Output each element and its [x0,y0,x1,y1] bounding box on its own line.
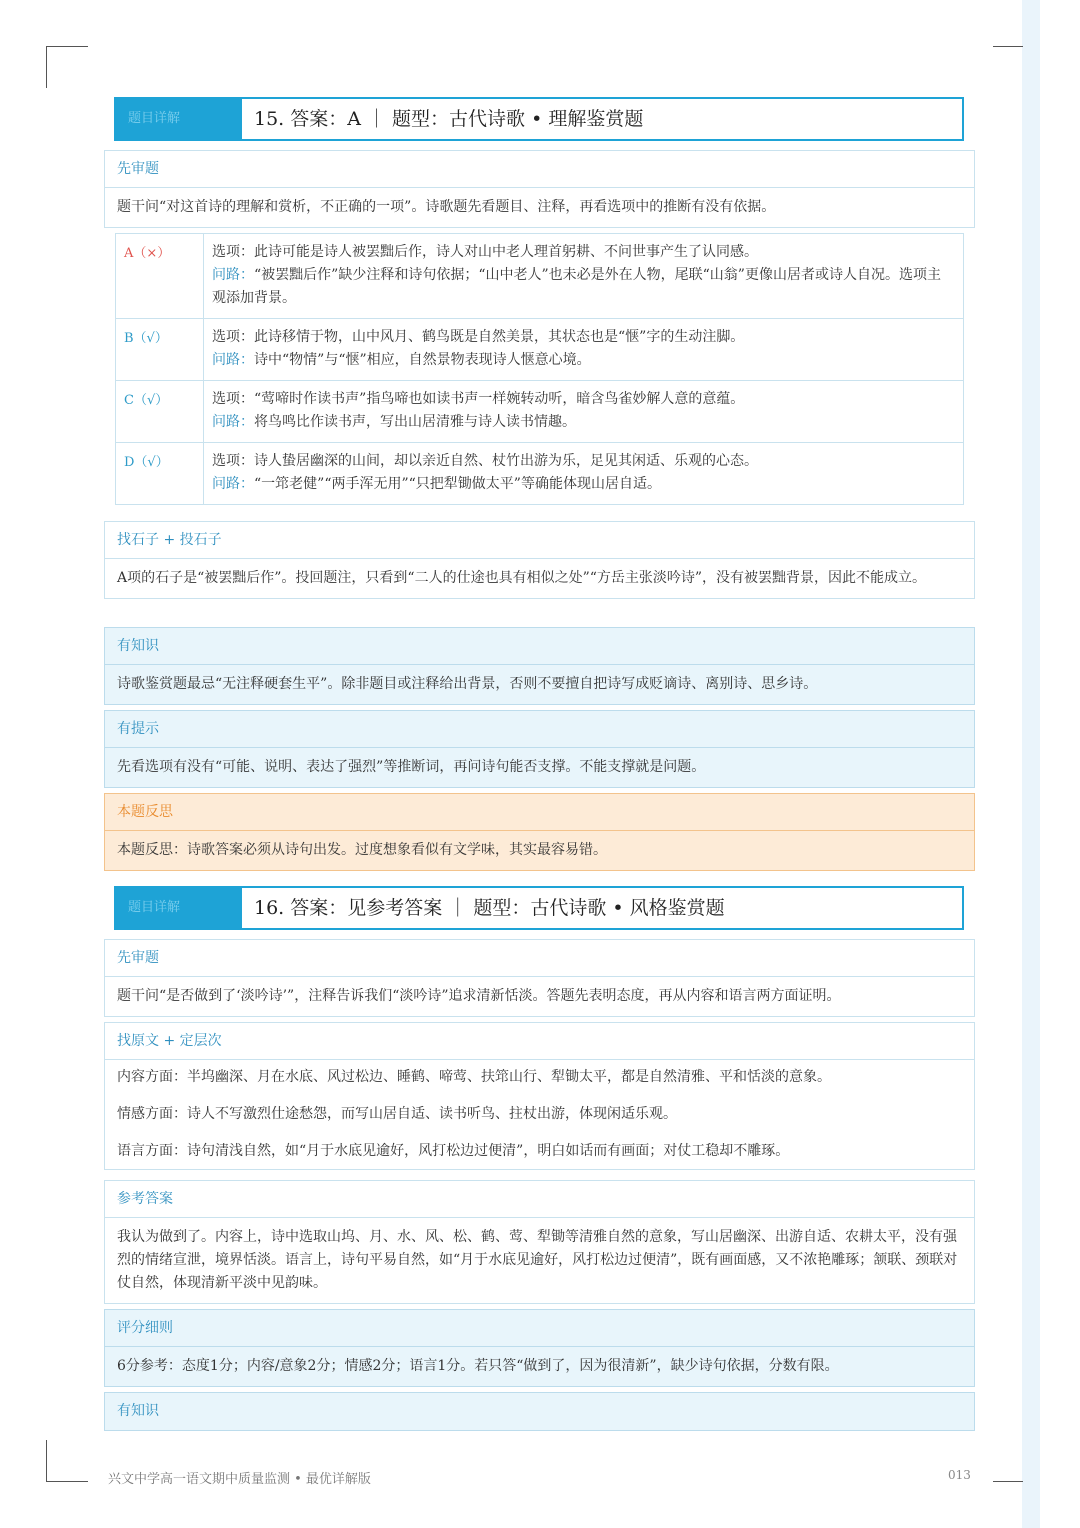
question-16-header [114,886,964,930]
analysis-line-emotion: 情感方面：诗人不写激烈仕途愁怨，而写山居自适、读书听鸟、拄杖出游，体现闲适乐观。 [117,1106,677,1122]
option-row-d [116,443,963,504]
crop-mark-bottom-left-v [46,1440,47,1482]
analysis-text: 诗中“物情”与“惬”相应，自然景物表现诗人惬意心境。 [254,352,591,368]
q16-scoring-box [104,1309,975,1387]
q16-original-text-box [104,1022,975,1170]
analysis-text: “被罢黜后作”缺少注释和诗句依据；“山中老人”也未必是外在人物，尾联“山翁”更像山居者或诗人自况。选项主观添加背景。 [212,267,941,306]
question-tag: 题目详解 [116,99,242,139]
option-key: D（√） [116,443,204,504]
option-text: 此诗可能是诗人被罢黜后作，诗人对山中老人理首躬耕、不问世事产生了认同感。 [254,244,758,260]
option-analysis [212,349,953,372]
option-text: 此诗移情于物，山中风月、鹤鸟既是自然美景，其状态也是“惬”字的生动注脚。 [254,329,745,345]
option-statement [212,241,953,264]
analysis-label: 问路： [212,414,254,430]
crop-mark-top-left-h [46,46,88,47]
crop-mark-top-right-h [993,46,1023,47]
option-key: A（×） [116,234,204,318]
section-heading: 找石子 + 投石子 [105,522,974,559]
option-text: 诗人蛰居幽深的山间，却以亲近自然、杖竹出游为乐，足见其闲适、乐观的心态。 [254,453,758,469]
analysis-label: 问路： [212,267,254,283]
option-key: C（√） [116,381,204,442]
analysis-line-language: 语言方面：诗句清浅自然，如“月于水底见逾好，风打松边过便清”，明白如话而有画面；对仗工稳却不雕琢。 [117,1143,790,1159]
question-15-title: 15. 答案：A ｜ 题型：古代诗歌 • 理解鉴赏题 [254,108,644,130]
option-statement [212,450,953,473]
q15-options-table [115,233,964,505]
crop-mark-bottom-left-h [46,1481,88,1482]
section-heading: 评分细则 [105,1310,974,1347]
section-text: 本题反思：诗歌答案必须从诗句出发。过度想象看似有文学味，其实最容易错。 [117,842,607,858]
q16-shen-box [104,939,975,1017]
section-text: 诗歌鉴赏题最忌“无注释硬套生平”。除非题目或注释给出背景，否则不要擅自把诗写成贬谪诗、离别诗、思乡诗。 [117,676,818,692]
option-analysis [212,264,953,310]
section-text: 我认为做到了。内容上，诗中选取山坞、月、水、风、松、鹤、莺、犁锄等清雅自然的意象，写山居幽深、出游自适、农耕太平，没有强烈的情绪宣泄，境界恬淡。语言上，诗句平易自然，如“月于水底见逾好，风打松边过便清”，既有画面感，又不浓艳雕琢；颔联、颈联对仗自然，体现清新平淡中见韵味。 [117,1229,958,1291]
analysis-text: “一筇老健”“两手浑无用”“只把犁锄做太平”等确能体现山居自适。 [254,476,661,492]
analysis-label: 问路： [212,352,254,368]
q15-tip-box [104,710,975,788]
section-heading: 先审题 [105,151,974,188]
q15-stone-box [104,521,975,599]
page-edge-strip [1022,0,1040,1528]
option-row-a [116,234,963,319]
option-analysis [212,411,953,434]
section-heading: 有知识 [117,1403,159,1419]
section-text: 6分参考：态度1分；内容/意象2分；情感2分；语言1分。若只答“做到了，因为很清新”，缺少诗句依据，分数有限。 [117,1358,839,1374]
crop-mark-bottom-right-h [993,1481,1023,1482]
option-key: B（√） [116,319,204,380]
analysis-text: 将鸟鸣比作读书声，写出山居清雅与诗人读书情趣。 [254,414,576,430]
section-heading: 有提示 [105,711,974,748]
question-tag: 题目详解 [116,888,242,928]
footer-title: 兴文中学高一语文期中质量监测 • 最优详解版 [108,1472,371,1487]
question-15-header [114,97,964,141]
option-label: 选项： [212,244,254,260]
page-number: 013 [948,1468,971,1482]
option-label: 选项： [212,453,254,469]
q15-shen-box [104,150,975,228]
section-text: 题干问“是否做到了‘淡吟诗’”，注释告诉我们“淡吟诗”追求清新恬淡。答题先表明态度，再从内容和语言两方面证明。 [117,988,841,1004]
option-label: 选项： [212,329,254,345]
option-row-b [116,319,963,381]
option-text: “莺啼时作读书声”指鸟啼也如读书声一样婉转动听，暗含鸟雀妙解人意的意蕴。 [254,391,745,407]
q16-reference-answer-box [104,1180,975,1304]
option-statement [212,388,953,411]
option-label: 选项： [212,391,254,407]
section-heading: 找原文 + 定层次 [105,1023,974,1060]
q15-reflection-box [104,793,975,871]
section-heading: 本题反思 [105,794,974,831]
option-statement [212,326,953,349]
question-16-title: 16. 答案：见参考答案 ｜ 题型：古代诗歌 • 风格鉴赏题 [254,897,725,919]
section-text: A项的石子是“被罢黜后作”。投回题注，只看到“二人的仕途也具有相似之处”“方岳主张淡吟诗”，没有被罢黜背景，因此不能成立。 [117,570,927,586]
option-row-c [116,381,963,443]
analysis-label: 问路： [212,476,254,492]
analysis-line-content: 内容方面：半坞幽深、月在水底、风过松边、睡鹤、啼莺、扶筇山行、犁锄太平，都是自然清雅、平和恬淡的意象。 [117,1069,831,1085]
section-heading: 先审题 [105,940,974,977]
q15-knowledge-box [104,627,975,705]
section-heading: 参考答案 [105,1181,974,1218]
q16-knowledge-box [104,1392,975,1431]
section-text: 先看选项有没有“可能、说明、表达了强烈”等推断词，再问诗句能否支撑。不能支撑就是问题。 [117,759,706,775]
crop-mark-top-left-v [46,46,47,88]
option-analysis [212,473,953,496]
section-heading: 有知识 [105,628,974,665]
section-text: 题干问“对这首诗的理解和赏析，不正确的一项”。诗歌题先看题目、注释，再看选项中的推断有没有依据。 [117,199,776,215]
